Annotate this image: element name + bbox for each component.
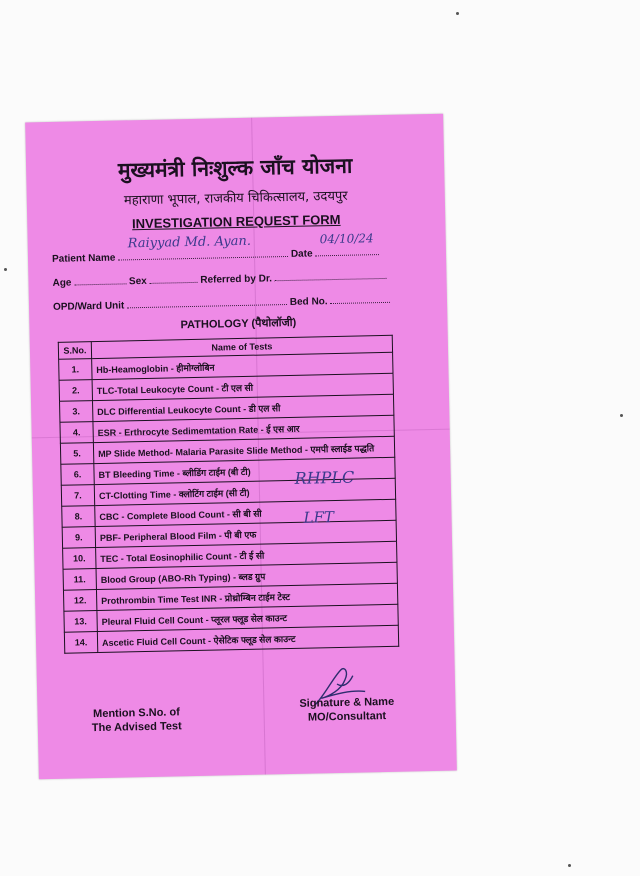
advised-note-line: The Advised Test xyxy=(91,720,182,735)
bt-handwritten-note: RHPLC xyxy=(294,467,355,488)
patient-name-handwritten: Raiyyad Md. Ayan. xyxy=(127,233,252,252)
test-sno: 13. xyxy=(64,611,97,633)
advised-test-note xyxy=(91,705,181,735)
test-name: TLC-Total Leukocyte Count - टी एल सी xyxy=(92,373,393,400)
tests-table xyxy=(58,335,399,654)
test-name: CBC - Complete Blood Count - सी बी सी xyxy=(95,499,396,526)
bed-no-label: Bed No. xyxy=(289,296,328,308)
opd-ward-label: OPD/Ward Unit xyxy=(52,300,125,313)
test-sno: 5. xyxy=(60,443,93,465)
opd-bed-row xyxy=(53,292,429,313)
date-label: Date xyxy=(290,248,313,260)
signature-label xyxy=(299,695,394,725)
test-sno: 11. xyxy=(63,569,96,591)
test-sno: 12. xyxy=(63,590,96,612)
scan-speck xyxy=(456,12,459,15)
test-sno: 1. xyxy=(59,359,92,381)
test-name: Blood Group (ABO-Rh Typing) - ब्लड ग्रुप xyxy=(96,562,397,589)
hospital-name: महाराणा भूपाल, राजकीय चिकित्सालय, उदयपुर xyxy=(123,188,348,209)
section-title: PATHOLOGY (पैथोलॉजी) xyxy=(180,316,297,332)
test-sno: 8. xyxy=(62,506,95,528)
test-sno: 7. xyxy=(61,485,94,507)
test-name: BT Bleeding Time - ब्लीडिंग टाईम (बी टी) xyxy=(94,457,395,484)
test-name: CT-Clotting Time - क्लोटिंग टाईम (सी टी) xyxy=(94,478,395,505)
sno-header: S.No. xyxy=(58,342,91,360)
date-handwritten: 04/10/24 xyxy=(319,231,374,247)
signature-label-line: Signature & Name xyxy=(299,695,395,710)
cbc-handwritten-note: LFT xyxy=(303,508,335,527)
test-name-header: Name of Tests xyxy=(91,335,392,358)
test-name: Ascetic Fluid Cell Count - ऐसेटिक फ्लूड सेल काउन्ट xyxy=(97,625,398,652)
sex-label: Sex xyxy=(128,275,147,288)
form-title: INVESTIGATION REQUEST FORM xyxy=(131,211,341,232)
test-name: ESR - Erthrocyte Sedimemtation Rate - ई एस आर xyxy=(93,415,394,442)
referred-by-label: Referred by Dr. xyxy=(200,273,273,286)
test-sno: 14. xyxy=(64,632,97,654)
advised-note-line: Mention S.No. of xyxy=(92,706,180,721)
test-sno: 6. xyxy=(61,464,94,486)
age-label: Age xyxy=(52,277,72,289)
test-sno: 10. xyxy=(63,548,96,570)
test-name: Hb-Heamoglobin - हीमोग्लोबिन xyxy=(92,352,393,379)
test-name: TEC - Total Eosinophilic Count - टी ई सी xyxy=(96,541,397,568)
patient-name-label: Patient Name xyxy=(51,252,116,265)
signature-label-line: MO/Consultant xyxy=(307,710,387,724)
test-name: DLC Differential Leukocyte Count - डी एल सी xyxy=(93,394,394,421)
test-sno: 3. xyxy=(60,401,93,423)
investigation-form-sheet xyxy=(25,114,457,780)
test-name: Pleural Fluid Cell Count - प्लूरल फ्लूड सेल काउन्ट xyxy=(97,604,398,631)
age-sex-referred-row xyxy=(52,268,428,289)
scan-speck xyxy=(4,268,7,271)
test-sno: 4. xyxy=(60,422,93,444)
scheme-title: मुख्यमंत्री निःशुल्क जाँच योजना xyxy=(117,153,353,183)
test-sno: 2. xyxy=(59,380,92,402)
test-name: MP Slide Method- Malaria Parasite Slide Method - एमपी स्लाईड पद्धति xyxy=(93,436,394,463)
test-sno: 9. xyxy=(62,527,95,549)
test-name: Prothrombin Time Test INR - प्रोथ्रोम्बिन टाईम टेस्ट xyxy=(96,583,397,610)
scan-speck xyxy=(620,414,623,417)
test-name: PBF- Peripheral Blood Film - पी बी एफ xyxy=(95,520,396,547)
scan-speck xyxy=(568,864,571,867)
